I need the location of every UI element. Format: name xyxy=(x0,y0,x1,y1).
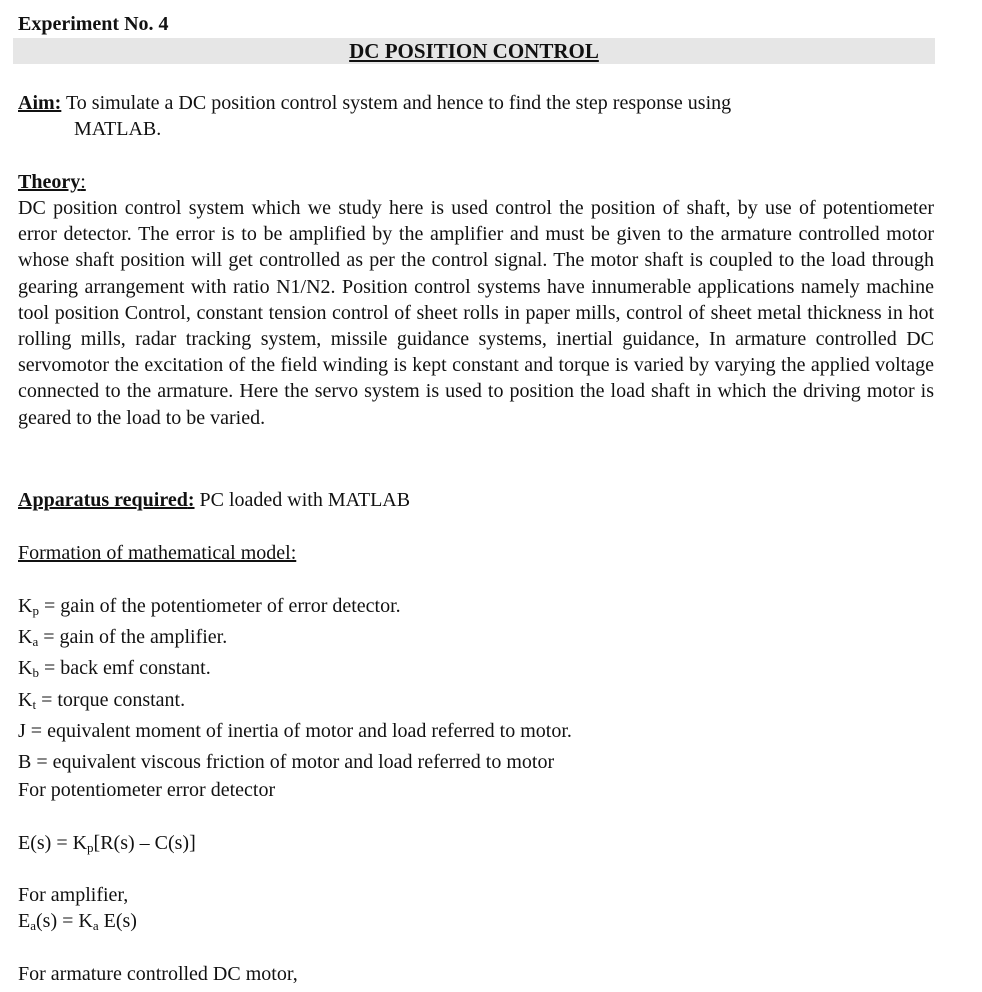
apparatus-section: Apparatus required: PC loaded with MATLAB xyxy=(18,489,411,511)
potentiometer-heading: For potentiometer error detector xyxy=(18,779,276,801)
aim-section xyxy=(18,90,934,142)
definition-kp: $K_p$ = gain of the potentiometer of error detector. xyxy=(18,595,401,618)
definition-b: B = equivalent viscous friction of motor and load referred to motor xyxy=(18,751,555,774)
motor-heading: For armature controlled DC motor, xyxy=(18,963,298,985)
apparatus-value: PC loaded with MATLAB xyxy=(194,489,411,511)
definition-j: J = equivalent moment of inertia of motor and load referred to motor. xyxy=(18,719,572,742)
theory-paragraph: DC position control system which we study here is used control the position of shaft, by use of potentiometer error detector. The error is to be amplified by the amplifier and must be given to the armature controlled motor whose shaft position will get controlled as per the control signal. The motor shaft is coupled to the load through gearing arrangement with ratio N1/N2. Position control systems have innumerable applications namely machine tool position Control, constant tension control of sheet rolls in paper mills, control of sheet metal thickness in hot rolling mills, radar tracking system, missile guidance systems, inertial guidance, In armature controlled DC servomotor the excitation of the field winding is kept constant and torque is varied by varying the applied voltage connected to the armature. Here the servo system is used to position the load shaft in which the driving motor is geared to the load to be varied. xyxy=(18,197,934,429)
aim-text-line1: To simulate a DC position control system and hence to find the step response using xyxy=(61,92,732,114)
apparatus-label: Apparatus required xyxy=(18,489,188,511)
document-title: DC POSITION CONTROL xyxy=(349,39,599,63)
amplifier-equation: $E_a(s) = K_a$ E(s) xyxy=(18,910,137,933)
amplifier-heading: For amplifier, xyxy=(18,884,129,906)
definition-ka: $K_a$ = gain of the amplifier. xyxy=(18,626,228,650)
experiment-number: Experiment No. 4 xyxy=(18,13,169,35)
potentiometer-equation: $E(s) = K_p[R(s) - C(s)]$ xyxy=(18,832,196,855)
theory-heading: Theory: xyxy=(18,171,86,193)
definition-kb: $K_b$ = back emf constant. xyxy=(18,657,211,681)
aim-label: Aim: xyxy=(18,92,62,114)
definitions-list xyxy=(18,593,572,780)
formation-heading: Formation of mathematical model: xyxy=(18,542,297,564)
theory-label: Theory xyxy=(18,171,81,193)
aim-text-line2: MATLAB. xyxy=(74,118,162,140)
definition-kt: $K_t$ = torque constant. xyxy=(18,688,186,712)
